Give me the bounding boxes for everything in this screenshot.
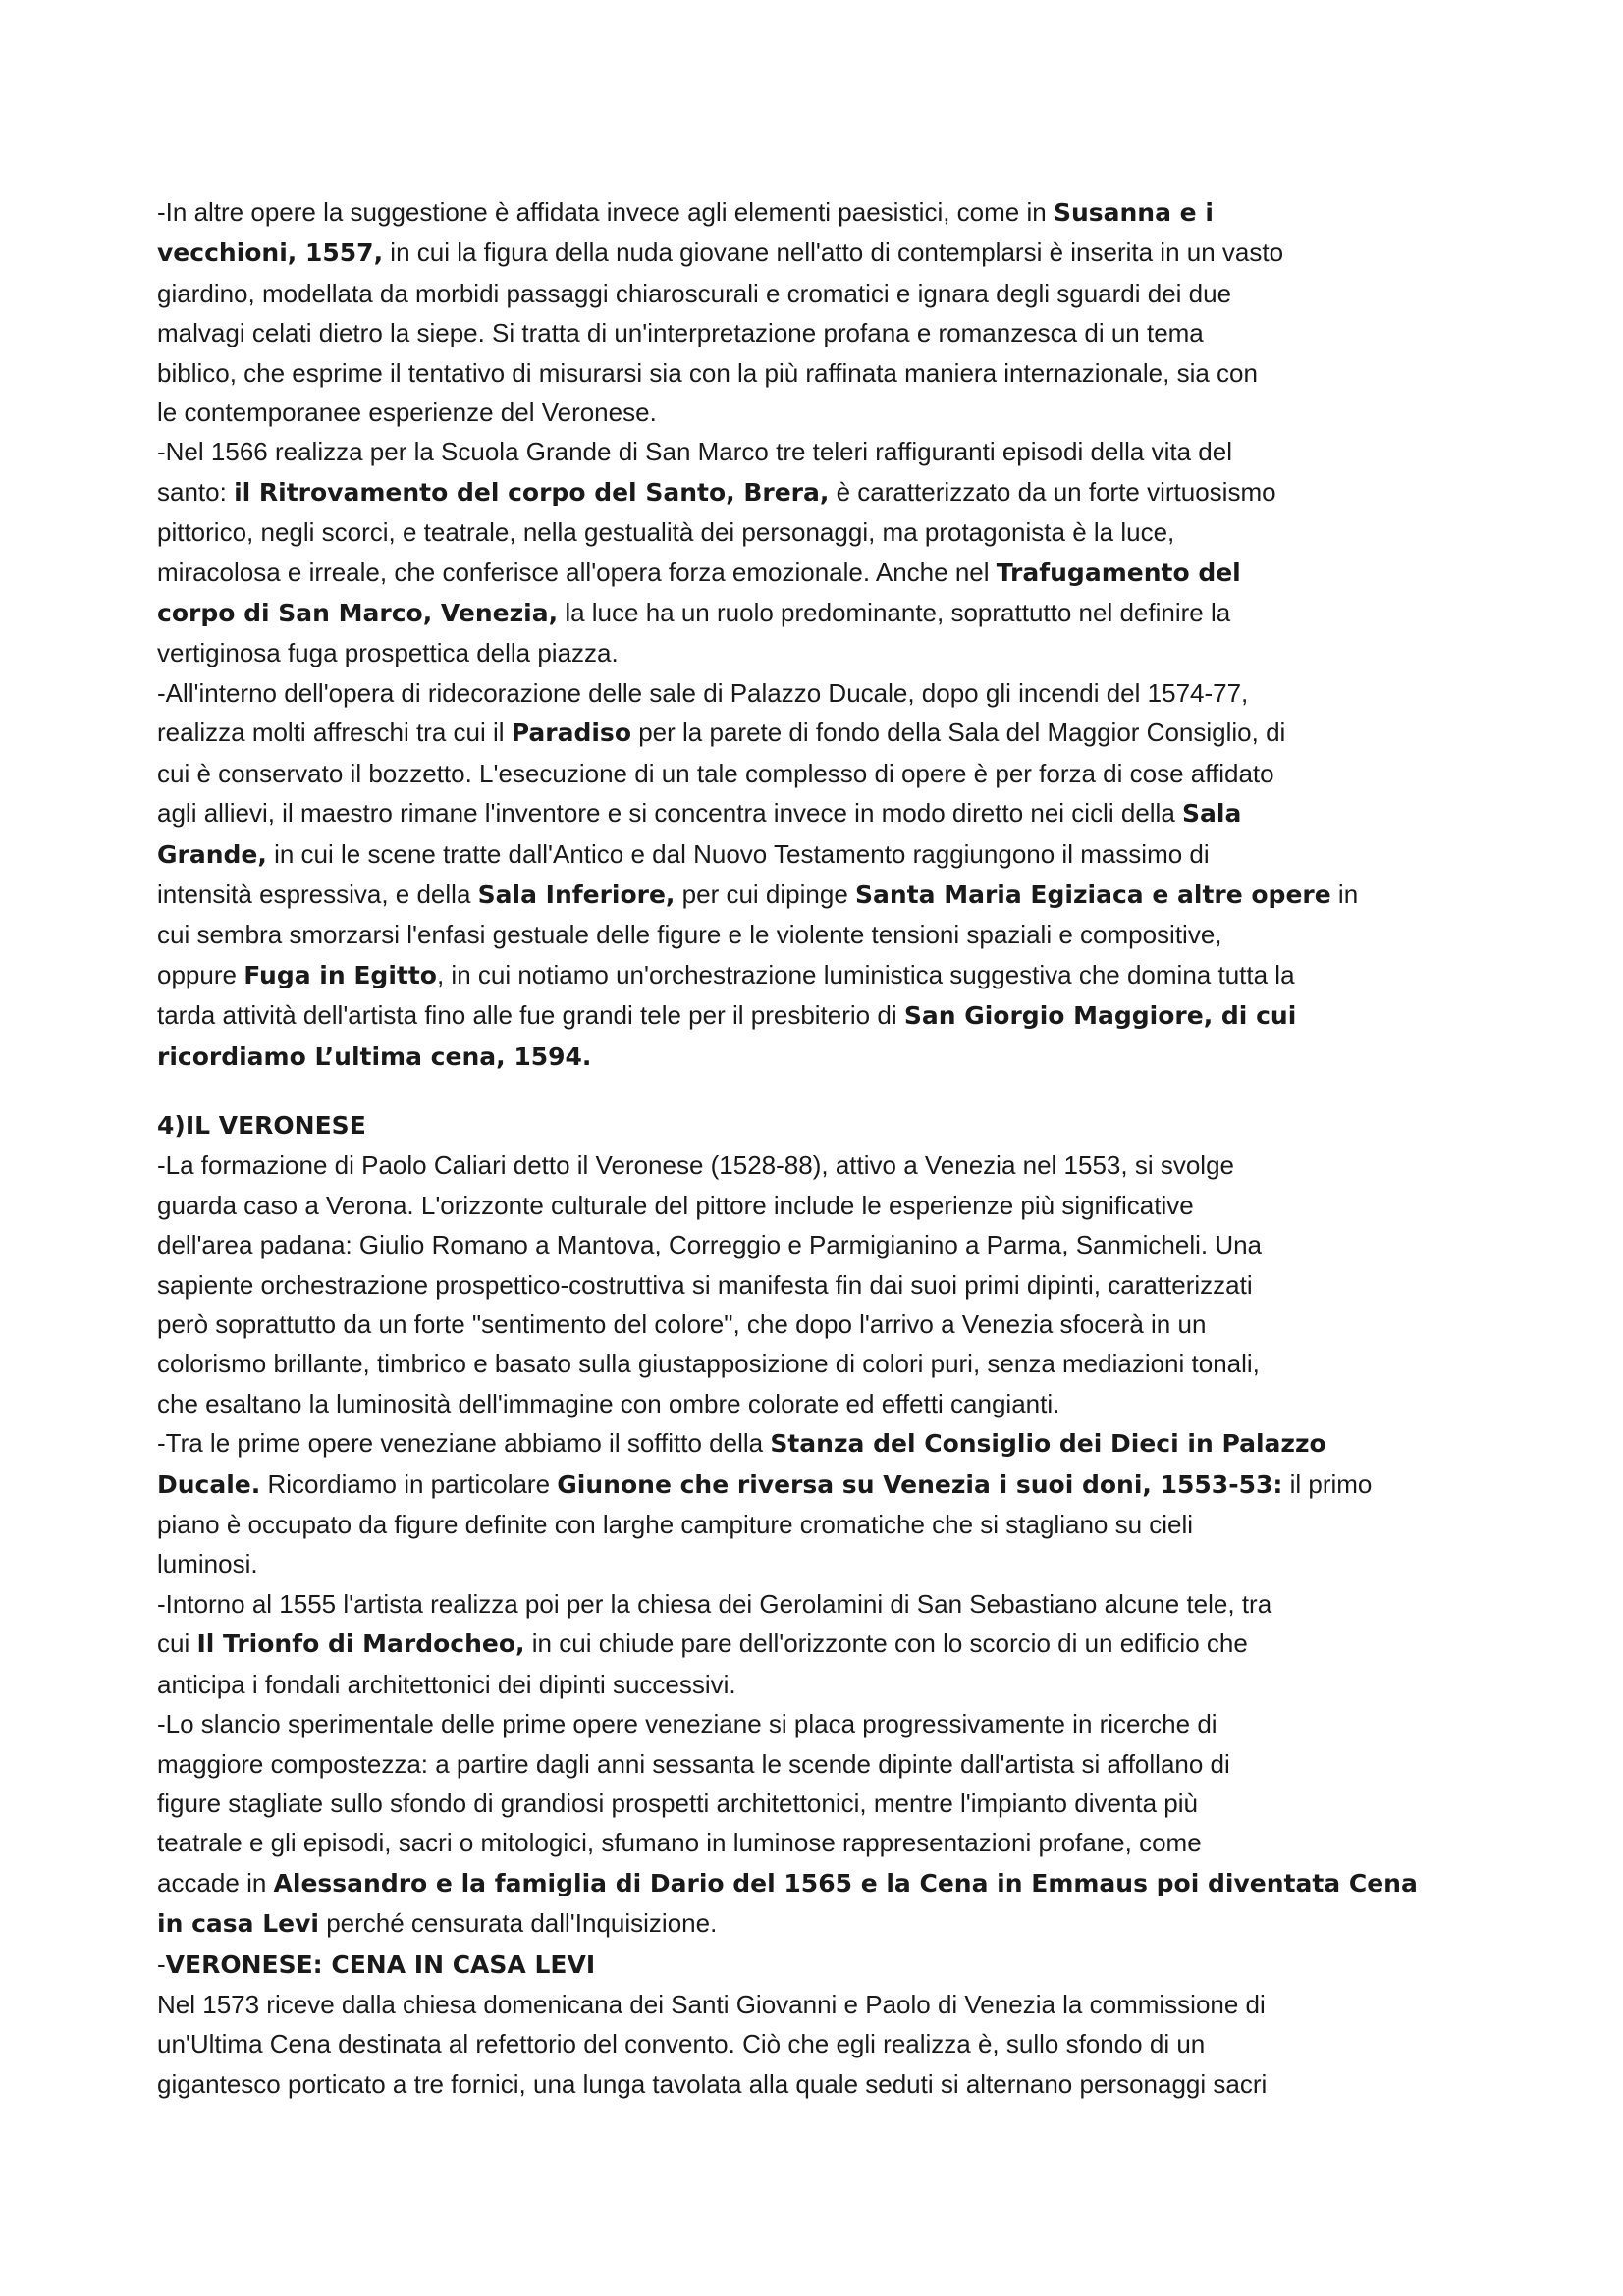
text-run: figure stagliate sullo sfondo di grandiosi prospetti architettonici, mentre l'impianto diventa più [157,1788,1198,1818]
text-line [157,353,1478,393]
paragraph [157,1985,1478,2104]
text-line [157,2024,1478,2063]
text-run: che esaltano la luminosità dell'immagine con ombre colorate ed effetti cangianti. [157,1388,1060,1418]
bold-text: Fuga in Egitto [243,960,437,989]
bold-text: Stanza del Consiglio dei Dieci in Palazzo [770,1429,1326,1459]
text-line [157,995,1478,1036]
paragraph [157,1584,1478,1704]
bold-text: Il Trionfo di Mardocheo, [196,1629,525,1659]
text-run: cui [157,1629,197,1659]
paragraph [157,192,1478,432]
text-run: perché censurata dall'Inquisizione. [318,1908,718,1939]
bold-text: Sala [1182,799,1242,828]
text-line [157,1225,1478,1264]
paragraph [157,432,1478,672]
text-line [157,1465,1478,1505]
text-line [157,432,1478,471]
text-line [157,1704,1478,1743]
text-line [157,1665,1478,1704]
bold-text: Susanna e i [1053,198,1214,227]
text-line [157,1863,1478,1903]
text-run: oppure [157,959,244,989]
bold-text: corpo di San Marco, Venezia, [157,599,559,628]
text-run: in cui chiude pare dell'orizzonte con lo scorcio di un edificio che [524,1629,1248,1659]
bold-text: San Giorgio Maggiore, di cui [903,1001,1297,1031]
text-run: realizza molti affreschi tra cui il [157,718,512,748]
text-run: cui sembra smorzarsi l'enfasi gestuale delle figure e le violente tensioni spaziali e compositive, [157,920,1222,950]
text-run: per la parete di fondo della Sala del Maggior Consiglio, di [631,718,1286,748]
text-line [157,2064,1478,2104]
text-line [157,1544,1478,1583]
text-line [157,1584,1478,1624]
text-run: - [157,1949,166,1979]
text-run: giardino, modellata da morbidi passaggi chiaroscurali e cromatici e ignara degli sguardi dei due [157,278,1232,308]
text-run: in cui le scene tratte dall'Antico e dal Nuovo Testamento raggiungono il massimo di [266,838,1210,869]
paragraph [157,673,1478,1077]
text-run: il primo [1282,1468,1373,1499]
text-run: in cui la figura della nuda giovane nell'atto di contemplarsi è inserita in un vasto [383,238,1284,268]
bold-text: Grande, [157,839,267,869]
text-line [157,834,1478,875]
text-line [157,1945,1478,1985]
text-run: agli allievi, il maestro rimane l'inventore e si concentra invece in modo diretto nei cicli della [157,798,1183,828]
text-line [157,593,1478,633]
paragraph [157,1704,1478,1944]
text-run: Nel 1573 riceve dalla chiesa domenicana dei Santi Giovanni e Paolo di Venezia la commissione di [157,1989,1266,2019]
text-run: luminosi. [157,1549,258,1579]
text-run: -All'interno dell'opera di ridecorazione delle sale di Palazzo Ducale, dopo gli incendi del 1574-77, [157,677,1249,708]
bold-text: in casa Levi [157,1909,319,1939]
text-run: in [1330,879,1359,909]
text-line [157,393,1478,432]
text-line [157,1985,1478,2024]
bold-text: Trafugamento del [996,558,1241,587]
text-run: cui è conservato il bozzetto. L'esecuzione di un tale complesso di opere è per forza di cose affidato [157,758,1274,788]
text-line [157,1305,1478,1344]
text-line [157,1903,1478,1944]
text-line [157,1146,1478,1185]
bold-text: Sala Inferiore, [477,880,676,909]
text-line [157,915,1478,954]
bold-text: vecchioni, 1557, [157,239,384,268]
bold-text: il Ritrovamento del corpo del Santo, Brera, [234,477,830,507]
text-run: intensità espressiva, e della [157,879,478,909]
section2-body [157,1146,1478,2104]
paragraph [157,1146,1478,1423]
text-run: è caratterizzato da un forte virtuosismo [829,476,1276,507]
text-run: per cui dipinge [675,879,855,909]
text-line [157,274,1478,313]
section-heading-text: 4)IL VERONESE [157,1111,366,1140]
text-line [157,1344,1478,1383]
text-block-section2 [157,1105,1478,2104]
text-run: teatrale e gli episodi, sacri o mitologici, sfumano in luminose rappresentazioni profane, come [157,1828,1202,1858]
text-line [157,754,1478,793]
bold-text: ricordiamo L’ultima cena, 1594. [157,1041,592,1071]
paragraph [157,1945,1478,1985]
text-run: -Nel 1566 realizza per la Scuola Grande di San Marco tre teleri raffiguranti episodi della vita del [157,437,1232,467]
text-run: vertiginosa fuga prospettica della piazza. [157,638,619,668]
bold-text: Santa Maria Egiziaca e altre opere [855,880,1331,909]
text-line [157,1744,1478,1784]
text-line [157,313,1478,352]
text-block-section1 [157,192,1478,1077]
text-run: tarda attività dell'artista fino alle fue grandi tele per il presbiterio di [157,1000,904,1031]
text-line [157,793,1478,833]
text-line [157,713,1478,753]
text-run: biblico, che esprime il tentativo di misurarsi sia con la più raffinata maniera internazionale, sia con [157,357,1258,388]
text-line [157,1505,1478,1544]
text-run: -In altre opere la suggestione è affidata invece agli elementi paesistici, come in [157,197,1054,227]
text-run: -Tra le prime opere veneziane abbiamo il soffitto della [157,1428,771,1459]
text-line [157,1037,1478,1077]
bold-text: Giunone che riversa su Venezia i suoi doni, 1553-53: [557,1469,1283,1499]
text-run: un'Ultima Cena destinata al refettorio del convento. Ciò che egli realizza è, sullo sfondo di un [157,2029,1206,2059]
text-line [157,472,1478,512]
bold-text: VERONESE: CENA IN CASA LEVI [165,1949,596,1979]
text-line [157,233,1478,273]
text-run: -Lo slancio sperimentale delle prime opere veneziane si placa progressivamente in ricerche di [157,1709,1217,1739]
section-heading [157,1105,1478,1146]
text-line [157,955,1478,995]
text-run: Ricordiamo in particolare [260,1468,558,1499]
text-line [157,1186,1478,1225]
text-line [157,192,1478,233]
bold-text: Alessandro e la famiglia di Dario del 1565 e la Cena in Emmaus poi diventata Cena [273,1868,1418,1897]
text-run: le contemporanee esperienze del Veronese. [157,398,657,428]
text-run: , in cui notiamo un'orchestrazione luministica suggestiva che domina tutta la [436,959,1295,989]
text-run: la luce ha un ruolo predominante, soprattutto nel definire la [558,598,1231,628]
text-line [157,1624,1478,1664]
bold-text: Ducale. [157,1469,261,1499]
text-line [157,1265,1478,1305]
text-run: però soprattutto da un forte "sentimento del colore", che dopo l'arrivo a Venezia sfocerà in un [157,1309,1207,1340]
text-line [157,875,1478,915]
text-line [157,633,1478,672]
text-line [157,512,1478,552]
text-run: pittorico, negli scorci, e teatrale, nella gestualità dei personaggi, ma protagonista è la luce, [157,517,1175,548]
text-run: sapiente orchestrazione prospettico-costruttiva si manifesta fin dai suoi primi dipinti, caratterizzati [157,1269,1253,1300]
text-run: colorismo brillante, timbrico e basato sulla giustapposizione di colori puri, senza mediazioni tonali, [157,1349,1260,1379]
text-line [157,673,1478,713]
text-run: santo: [157,476,235,507]
paragraph [157,1423,1478,1584]
text-run: anticipa i fondali architettonici dei dipinti successivi. [157,1669,736,1699]
text-line [157,1784,1478,1823]
text-run: guarda caso a Verona. L'orizzonte culturale del pittore include le esperienze più significative [157,1190,1194,1220]
bold-text: Paradiso [511,719,631,748]
text-run: gigantesco porticato a tre fornici, una lunga tavolata alla quale seduti si alternano personaggi sacri [157,2068,1268,2099]
text-line [157,1423,1478,1464]
text-run: malvagi celati dietro la siepe. Si tratta di un'interpretazione profana e romanzesca di un tema [157,318,1204,348]
text-line [157,1384,1478,1423]
text-run: -La formazione di Paolo Caliari detto il Veronese (1528-88), attivo a Venezia nel 1553, si svolge [157,1150,1234,1181]
text-run: dell'area padana: Giulio Romano a Mantova, Correggio e Parmigianino a Parma, Sanmicheli. Una [157,1230,1263,1260]
text-run: maggiore compostezza: a partire dagli anni sessanta le scende dipinte dall'artista si affollano di [157,1748,1230,1779]
text-run: miracolosa e irreale, che conferisce all'opera forza emozionale. Anche nel [157,557,997,587]
text-run: -Intorno al 1555 l'artista realizza poi per la chiesa dei Gerolamini di San Sebastiano alcune tele, tra [157,1588,1272,1619]
text-line [157,553,1478,593]
text-run: accade in [157,1867,274,1897]
text-line [157,1823,1478,1862]
text-run: piano è occupato da figure definite con larghe campiture cromatiche che si stagliano su cieli [157,1510,1194,1540]
